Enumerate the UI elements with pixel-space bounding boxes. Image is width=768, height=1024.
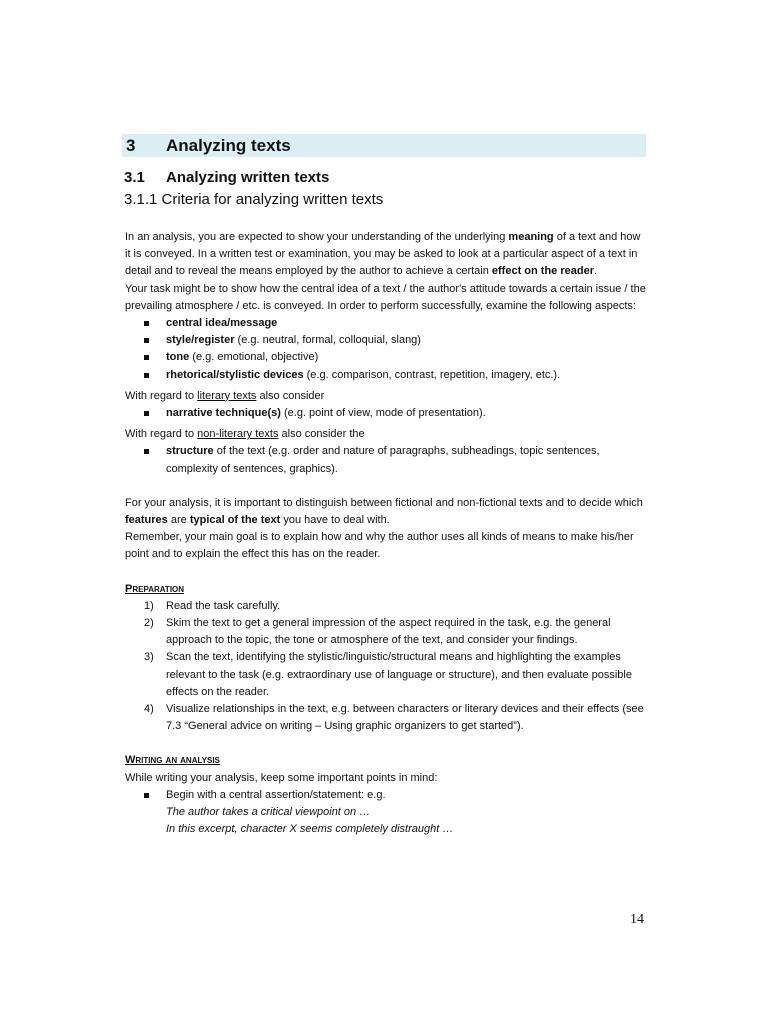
list-item	[125, 615, 647, 649]
intro-paragraph	[125, 229, 647, 281]
list-item	[125, 701, 647, 735]
section-number: 3.1	[124, 169, 145, 186]
page-number: 14	[630, 912, 644, 927]
list-item	[125, 367, 647, 384]
section-heading	[124, 169, 329, 186]
intro-text-2: of a text and how it is conveyed. In a written test or examination, you may be asked to look at a particular aspect of a text in detail and to reveal the means employed by the author to achieve a certain	[125, 231, 641, 278]
example-sentence-2: In this excerpt, character X seems completely distraught …	[166, 823, 454, 836]
chapter-heading	[122, 134, 646, 157]
nonliterary-intro	[125, 426, 647, 443]
analysis-bold-features: features	[125, 514, 168, 527]
analysis-text-3: you have to deal with.	[280, 514, 390, 527]
writing-intro: While writing your analysis, keep some important points in mind:	[125, 771, 438, 784]
section-title: Analyzing written texts	[166, 169, 330, 186]
step-number: 2)	[144, 617, 154, 630]
list-item	[125, 349, 647, 366]
nonliterary-pre: With regard to	[125, 428, 198, 441]
writing-heading: Writing an analysis	[125, 754, 220, 767]
intro-paragraph-2: Your task might be to show how the central idea of a text / the author's attitude towards a certain issue / the prevailing atmosphere / etc. is conveyed. In order to perform successfully, examine the following aspects:	[125, 282, 646, 312]
bullet-icon	[144, 338, 149, 343]
literary-post: also consider	[256, 389, 325, 402]
example-sentence-1: The author takes a critical viewpoint on …	[166, 806, 371, 819]
aspect-desc: (e.g. point of view, mode of presentation).	[280, 407, 486, 420]
step-number: 4)	[144, 703, 154, 716]
list-item	[125, 405, 647, 422]
aspect-term: structure	[166, 445, 214, 458]
analysis-bold-typical: typical of the text	[189, 514, 281, 527]
nonliterary-list	[125, 443, 647, 477]
literary-pre: With regard to	[125, 389, 198, 402]
list-item	[125, 332, 647, 349]
aspect-term: tone	[166, 351, 190, 364]
nonliterary-post: also consider the	[278, 428, 365, 441]
bullet-icon	[144, 355, 149, 360]
bullet-icon	[144, 411, 149, 416]
bullet-icon	[144, 321, 149, 326]
list-item	[125, 443, 647, 477]
body-text	[125, 229, 647, 839]
aspect-desc: of the text (e.g. order and nature of paragraphs, subheadings, topic sentences, complexity of sentences, graphics).	[166, 445, 600, 475]
intro-text-1: In an analysis, you are expected to show your understanding of the underlying	[125, 231, 509, 243]
aspect-term: central idea/message	[166, 317, 278, 330]
list-item	[125, 787, 647, 804]
bullet-icon	[144, 373, 149, 378]
intro-bold-meaning: meaning	[508, 231, 554, 243]
chapter-number: 3	[126, 135, 136, 155]
aspect-desc: (e.g. neutral, formal, colloquial, slang)	[234, 334, 421, 347]
preparation-heading: Preparation	[125, 582, 185, 595]
step-number: 1)	[144, 599, 154, 612]
step-text: Skim the text to get a general impression of the aspect required in the task, e.g. the general approach to the topic, the tone or atmosphere of the text, and consider your findings.	[166, 617, 611, 647]
aspect-desc: (e.g. emotional, objective)	[189, 351, 319, 364]
bullet-icon	[144, 793, 149, 798]
writing-list	[125, 787, 647, 804]
aspect-desc: (e.g. comparison, contrast, repetition, imagery, etc.).	[303, 368, 561, 381]
aspects-list	[125, 315, 647, 384]
analysis-text-2: are	[167, 514, 190, 527]
step-number: 3)	[144, 651, 154, 664]
list-item	[125, 649, 647, 701]
literary-list	[125, 405, 647, 422]
literary-intro	[125, 388, 647, 405]
literary-texts-term: literary texts	[197, 389, 257, 402]
chapter-title: Analyzing texts	[166, 135, 291, 155]
bullet-icon	[144, 449, 149, 454]
aspect-term: rhetorical/stylistic devices	[166, 368, 304, 381]
writing-bullet-text: Begin with a central assertion/statement: e.g.	[166, 788, 386, 801]
step-text: Scan the text, identifying the stylistic/linguistic/structural means and highlighting the examples relevant to the task (e.g. extraordinary use of language or structure), and then evaluate possible effects on the reader.	[166, 651, 632, 698]
nonliterary-texts-term: non-literary texts	[197, 428, 279, 441]
preparation-steps	[125, 598, 647, 736]
analysis-paragraph	[125, 495, 647, 529]
step-text: Read the task carefully.	[166, 599, 281, 612]
analysis-text-1: For your analysis, it is important to distinguish between fictional and non-fictional texts and to decide which	[125, 496, 643, 509]
list-item	[125, 315, 647, 332]
subsection-heading: 3.1.1 Criteria for analyzing written texts	[124, 191, 384, 208]
intro-bold-effect: effect on the reader	[491, 265, 594, 278]
aspect-term: narrative technique(s)	[166, 407, 281, 420]
analysis-paragraph-2: Remember, your main goal is to explain how and why the author uses all kinds of means to make his/her point and to explain the effect this has on the reader.	[125, 531, 634, 561]
intro-text-3: .	[594, 265, 598, 278]
aspect-term: style/register	[166, 334, 235, 347]
list-item	[125, 598, 647, 615]
step-text: Visualize relationships in the text, e.g. between characters or literary devices and their effects (see 7.3 “General advice on writing – Using graphic organizers to get started”).	[166, 703, 644, 733]
